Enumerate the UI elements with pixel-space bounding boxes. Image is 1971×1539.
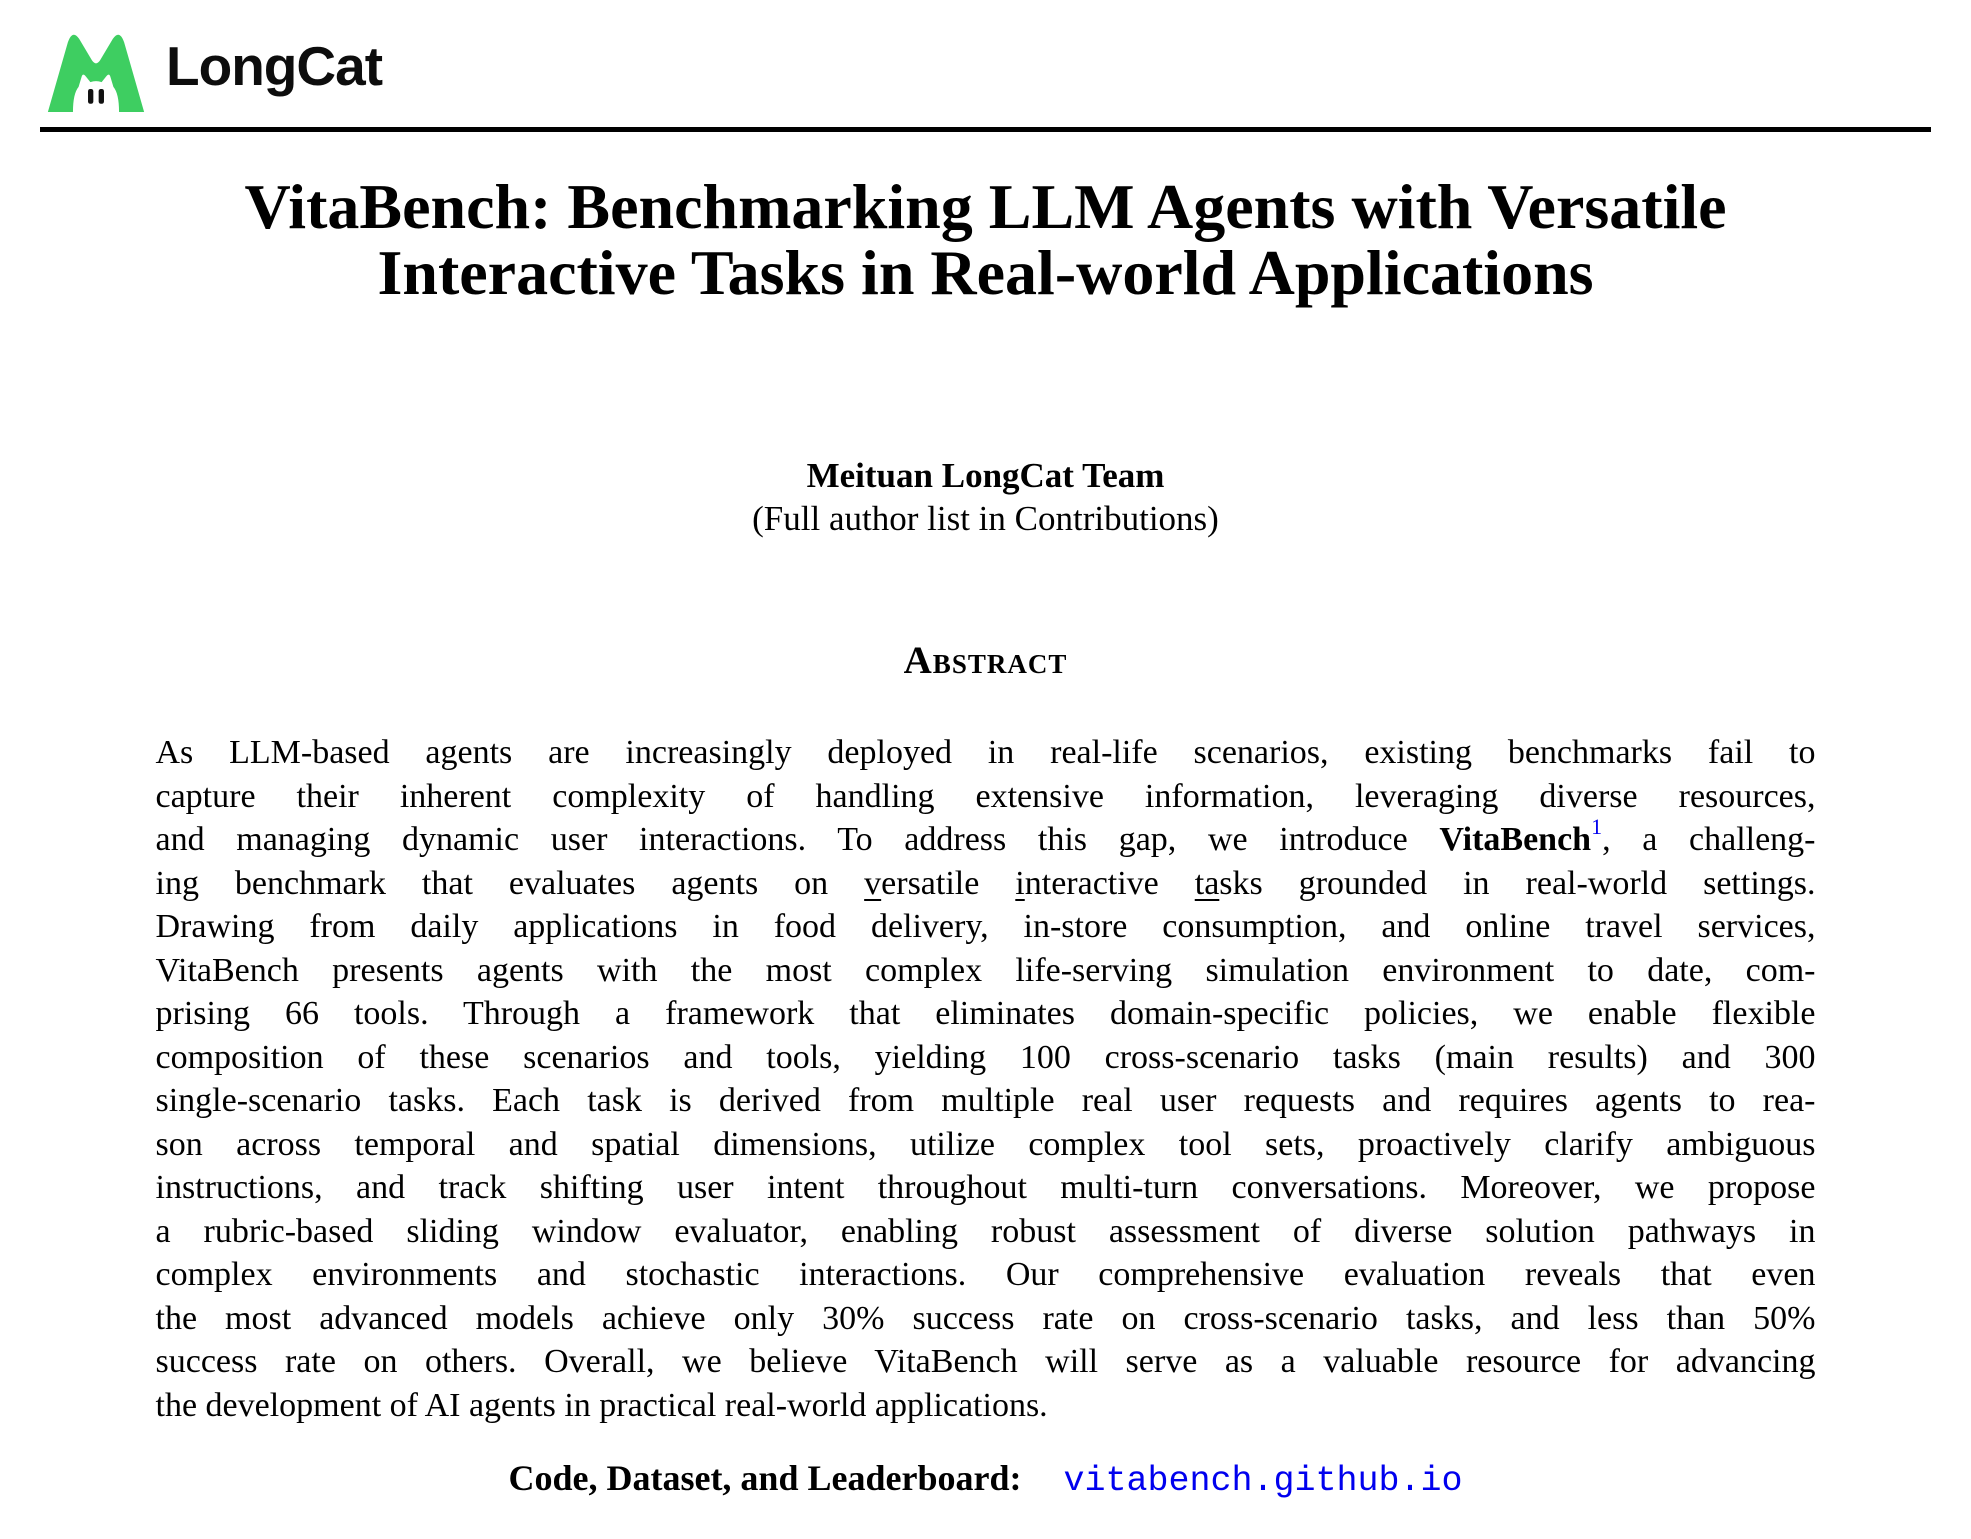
- paper-title-line2: Interactive Tasks in Real-world Applications: [377, 237, 1594, 308]
- abstract-heading: Abstract: [903, 639, 1068, 682]
- author-team: Meituan LongCat Team: [806, 456, 1165, 495]
- abstract-text: , a challeng-: [1602, 821, 1816, 858]
- abstract-line: [156, 1166, 1816, 1210]
- abstract-line: [156, 1384, 1816, 1428]
- abstract-text: composition of these scenarios and tools, yielding 100 cross-scenario tasks (main results) and 300: [155, 1038, 1816, 1076]
- abstract-text: success rate on others. Overall, we believe VitaBench will serve as a valuable resource for advancing: [155, 1343, 1816, 1380]
- abstract-text: ing benchmark that evaluates agents on: [155, 864, 865, 902]
- abstract-text: As LLM-based agents are increasingly deployed in real-life scenarios, existing benchmarks fail to: [155, 734, 1816, 771]
- page-header: [0, 0, 1971, 132]
- abstract-text: son across temporal and spatial dimensions, utilize complex tool sets, proactively clarify ambiguous: [155, 1125, 1816, 1163]
- longcat-cat-icon: [40, 26, 152, 112]
- abstract-line: [155, 814, 1816, 862]
- abstract-line: [156, 992, 1816, 1036]
- abstract-text: the most advanced models achieve only 30% success rate on cross-scenario tasks, and less than 50%: [155, 1299, 1816, 1337]
- abstract-text: complex environments and stochastic interactions. Our comprehensive evaluation reveals that even: [155, 1256, 1816, 1293]
- brand-wordmark: LongCat: [166, 35, 383, 97]
- brand-logo: [40, 26, 1931, 112]
- abstract-line: [156, 949, 1816, 993]
- footer-label: Code, Dataset, and Leaderboard:: [508, 1458, 1022, 1498]
- abstract-text: VitaBench presents agents with the most complex life-serving simulation environment to date, com-: [155, 951, 1816, 989]
- resources-line: [156, 1457, 1816, 1501]
- abstract-line: [156, 1036, 1816, 1080]
- author-note: (Full author list in Contributions): [752, 499, 1219, 538]
- footnote-ref[interactable]: 1: [1591, 814, 1603, 839]
- benchmark-name-bold: VitaBench: [1439, 821, 1592, 858]
- acronym-underline: i: [1015, 864, 1025, 902]
- acronym-underline: v: [864, 864, 882, 902]
- abstract-line: [156, 1340, 1816, 1384]
- abstract-line: [156, 731, 1816, 775]
- abstract-text: instructions, and track shifting user intent throughout multi-turn conversations. Moreover, we propose: [155, 1169, 1816, 1206]
- abstract-line: [156, 1210, 1816, 1254]
- abstract-text: Drawing from daily applications in food delivery, in-store consumption, and online travel services,: [155, 908, 1816, 945]
- abstract-line: [156, 1123, 1816, 1167]
- abstract-line: [156, 1079, 1816, 1123]
- author-block: [156, 454, 1816, 540]
- abstract-line: [156, 775, 1816, 819]
- abstract-text: the development of AI agents in practical real-world applications.: [155, 1386, 1048, 1424]
- abstract-text: and managing dynamic user interactions. To address this gap, we introduce: [155, 821, 1440, 858]
- abstract-line: [156, 862, 1816, 906]
- header-divider: [40, 127, 1931, 132]
- abstract-text: a rubric-based sliding window evaluator, enabling robust assessment of diverse solution pathways in: [155, 1212, 1816, 1250]
- abstract-text: single-scenario tasks. Each task is derived from multiple real user requests and requires agents to rea-: [155, 1082, 1816, 1119]
- acronym-underline: ta: [1194, 864, 1220, 902]
- abstract-text: prising 66 tools. Through a framework that eliminates domain-specific policies, we enable flexible: [155, 995, 1816, 1032]
- abstract-text: capture their inherent complexity of handling extensive information, leveraging diverse resources,: [155, 777, 1816, 815]
- abstract-text: sks grounded in real-world settings.: [1219, 864, 1816, 902]
- project-link[interactable]: vitabench.github.io: [1063, 1461, 1463, 1501]
- abstract-paragraph: [156, 731, 1816, 1427]
- abstract-text: nteractive: [1024, 864, 1195, 902]
- abstract-line: [156, 905, 1816, 949]
- abstract-line: [156, 1253, 1816, 1297]
- abstract-line: [156, 1297, 1816, 1341]
- paper-title: [156, 171, 1816, 308]
- paper-title-line1: VitaBench: Benchmarking LLM Agents with Versatile: [244, 171, 1727, 242]
- abstract-text: ersatile: [881, 864, 1016, 902]
- paper-content: [155, 171, 1816, 1501]
